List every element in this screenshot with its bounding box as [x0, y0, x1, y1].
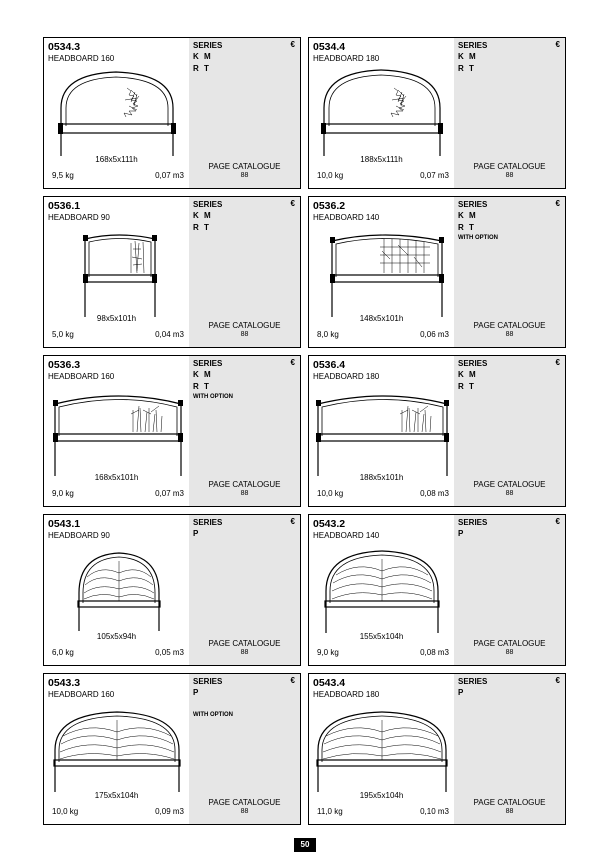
catalogue-page: 88 [240, 649, 249, 656]
product-name: HEADBOARD 160 [48, 690, 115, 699]
series-code-1: P [458, 688, 465, 697]
catalogue-label: PAGE CATALOGUE [473, 480, 546, 489]
product-name: HEADBOARD 180 [313, 54, 380, 63]
series-code-1: K M [193, 52, 213, 61]
euro-icon: € [555, 40, 560, 49]
series-code-1: K M [193, 370, 213, 379]
catalogue-page: 88 [240, 172, 249, 179]
volume: 0,05 m3 [155, 648, 184, 657]
catalogue-label: PAGE CATALOGUE [208, 162, 281, 171]
dimensions: 168x5x101h [94, 473, 139, 482]
dimensions: 188x5x111h [360, 155, 403, 164]
catalogue-label: PAGE CATALOGUE [473, 639, 546, 648]
product-card-0536-2 [308, 196, 566, 348]
low-arch-headboard-icon [49, 225, 184, 320]
catalogue-page: 88 [505, 808, 514, 815]
catalogue-label: PAGE CATALOGUE [473, 798, 546, 807]
product-code: 0536.3 [48, 359, 81, 371]
dimensions: 195x5x104h [359, 791, 404, 800]
product-card-0543-2 [308, 514, 566, 666]
euro-icon: € [290, 358, 295, 367]
product-code: 0534.4 [313, 41, 346, 53]
product-card-0543-3 [43, 673, 301, 825]
option-note: WITH OPTION [193, 394, 233, 400]
volume: 0,07 m3 [155, 489, 184, 498]
series-code-2: R T [193, 382, 211, 391]
euro-icon: € [555, 517, 560, 526]
option-note: WITH OPTION [193, 712, 233, 718]
catalogue-page: 88 [240, 331, 249, 338]
weight: 6,0 kg [52, 648, 74, 657]
product-card-0534-4 [308, 37, 566, 189]
euro-icon: € [290, 517, 295, 526]
series-code-2: R T [458, 223, 476, 232]
series-code-1: P [458, 529, 465, 538]
catalogue-page: 88 [505, 331, 514, 338]
series-label: SERIES [458, 518, 488, 527]
series-code-1: K M [458, 52, 478, 61]
series-label: SERIES [458, 200, 488, 209]
series-code-1: K M [458, 370, 478, 379]
series-label: SERIES [458, 677, 488, 686]
series-label: SERIES [193, 677, 223, 686]
catalogue-label: PAGE CATALOGUE [473, 321, 546, 330]
volume: 0,09 m3 [155, 807, 184, 816]
product-name: HEADBOARD 180 [313, 690, 380, 699]
weight: 5,0 kg [52, 330, 74, 339]
product-name: HEADBOARD 140 [313, 531, 380, 540]
volume: 0,07 m3 [420, 171, 449, 180]
catalogue-label: PAGE CATALOGUE [473, 162, 546, 171]
series-label: SERIES [193, 518, 223, 527]
leaf-headboard-icon [314, 543, 449, 638]
page-number: 50 [294, 838, 316, 852]
weight: 8,0 kg [317, 330, 339, 339]
volume: 0,08 m3 [420, 648, 449, 657]
product-code: 0536.2 [313, 200, 346, 212]
weight: 10,0 kg [317, 489, 344, 498]
volume: 0,10 m3 [420, 807, 449, 816]
catalogue-label: PAGE CATALOGUE [208, 480, 281, 489]
weight: 9,0 kg [52, 489, 74, 498]
product-card-0543-1 [43, 514, 301, 666]
catalogue-label: PAGE CATALOGUE [208, 798, 281, 807]
dimensions: 188x5x101h [359, 473, 404, 482]
euro-icon: € [290, 199, 295, 208]
dimensions: 98x5x101h [96, 314, 137, 323]
catalogue-page: 88 [240, 808, 249, 815]
product-name: HEADBOARD 180 [313, 372, 380, 381]
euro-icon: € [555, 358, 560, 367]
product-code: 0543.1 [48, 518, 81, 530]
series-code-1: K M [193, 211, 213, 220]
product-code: 0543.3 [48, 677, 81, 689]
low-arch-headboard-icon [49, 384, 184, 479]
euro-icon: € [555, 199, 560, 208]
catalogue-label: PAGE CATALOGUE [208, 639, 281, 648]
dimensions: 155x5x104h [359, 632, 404, 641]
euro-icon: € [290, 40, 295, 49]
weight: 11,0 kg [317, 807, 343, 816]
dimensions: 168x5x111h [95, 155, 138, 164]
dimensions: 175x5x104h [94, 791, 139, 800]
product-name: HEADBOARD 90 [48, 213, 110, 222]
low-arch-headboard-icon [314, 225, 449, 320]
series-label: SERIES [193, 200, 223, 209]
low-arch-headboard-icon [314, 384, 449, 479]
weight: 9,5 kg [52, 171, 74, 180]
series-label: SERIES [458, 41, 488, 50]
product-code: 0536.4 [313, 359, 346, 371]
catalogue-label: PAGE CATALOGUE [208, 321, 281, 330]
series-code-2: R T [193, 223, 211, 232]
product-card-0536-1 [43, 196, 301, 348]
product-card-0536-3 [43, 355, 301, 507]
leaf-headboard-icon [49, 702, 184, 797]
weight: 9,0 kg [317, 648, 339, 657]
product-card-0534-3 [43, 37, 301, 189]
weight: 10,0 kg [52, 807, 79, 816]
series-code-2: R T [458, 64, 476, 73]
catalogue-page: 88 [505, 649, 514, 656]
product-code: 0534.3 [48, 41, 81, 53]
euro-icon: € [555, 676, 560, 685]
product-card-0536-4 [308, 355, 566, 507]
series-code-1: P [193, 529, 200, 538]
euro-icon: € [290, 676, 295, 685]
leaf-headboard-icon [49, 543, 184, 638]
volume: 0,04 m3 [155, 330, 184, 339]
dimensions: 105x5x94h [96, 632, 137, 641]
arched-headboard-wire-icon [314, 66, 449, 161]
arched-headboard-wire-icon [49, 66, 184, 161]
product-name: HEADBOARD 90 [48, 531, 110, 540]
product-name: HEADBOARD 140 [313, 213, 380, 222]
series-label: SERIES [193, 359, 223, 368]
volume: 0,08 m3 [420, 489, 449, 498]
weight: 10,0 kg [317, 171, 344, 180]
product-code: 0543.4 [313, 677, 346, 689]
product-name: HEADBOARD 160 [48, 372, 115, 381]
product-name: HEADBOARD 160 [48, 54, 115, 63]
series-code-2: R T [458, 382, 476, 391]
catalogue-page: 88 [505, 172, 514, 179]
option-note: WITH OPTION [458, 235, 498, 241]
volume: 0,06 m3 [420, 330, 449, 339]
product-card-0543-4 [308, 673, 566, 825]
series-label: SERIES [193, 41, 223, 50]
catalogue-page: 88 [505, 490, 514, 497]
catalogue-page: 88 [240, 490, 249, 497]
leaf-headboard-icon [314, 702, 449, 797]
product-code: 0536.1 [48, 200, 81, 212]
series-label: SERIES [458, 359, 488, 368]
volume: 0,07 m3 [155, 171, 184, 180]
product-code: 0543.2 [313, 518, 346, 530]
series-code-1: K M [458, 211, 478, 220]
series-code-2: R T [193, 64, 211, 73]
dimensions: 148x5x101h [359, 314, 404, 323]
series-code-1: P [193, 688, 200, 697]
